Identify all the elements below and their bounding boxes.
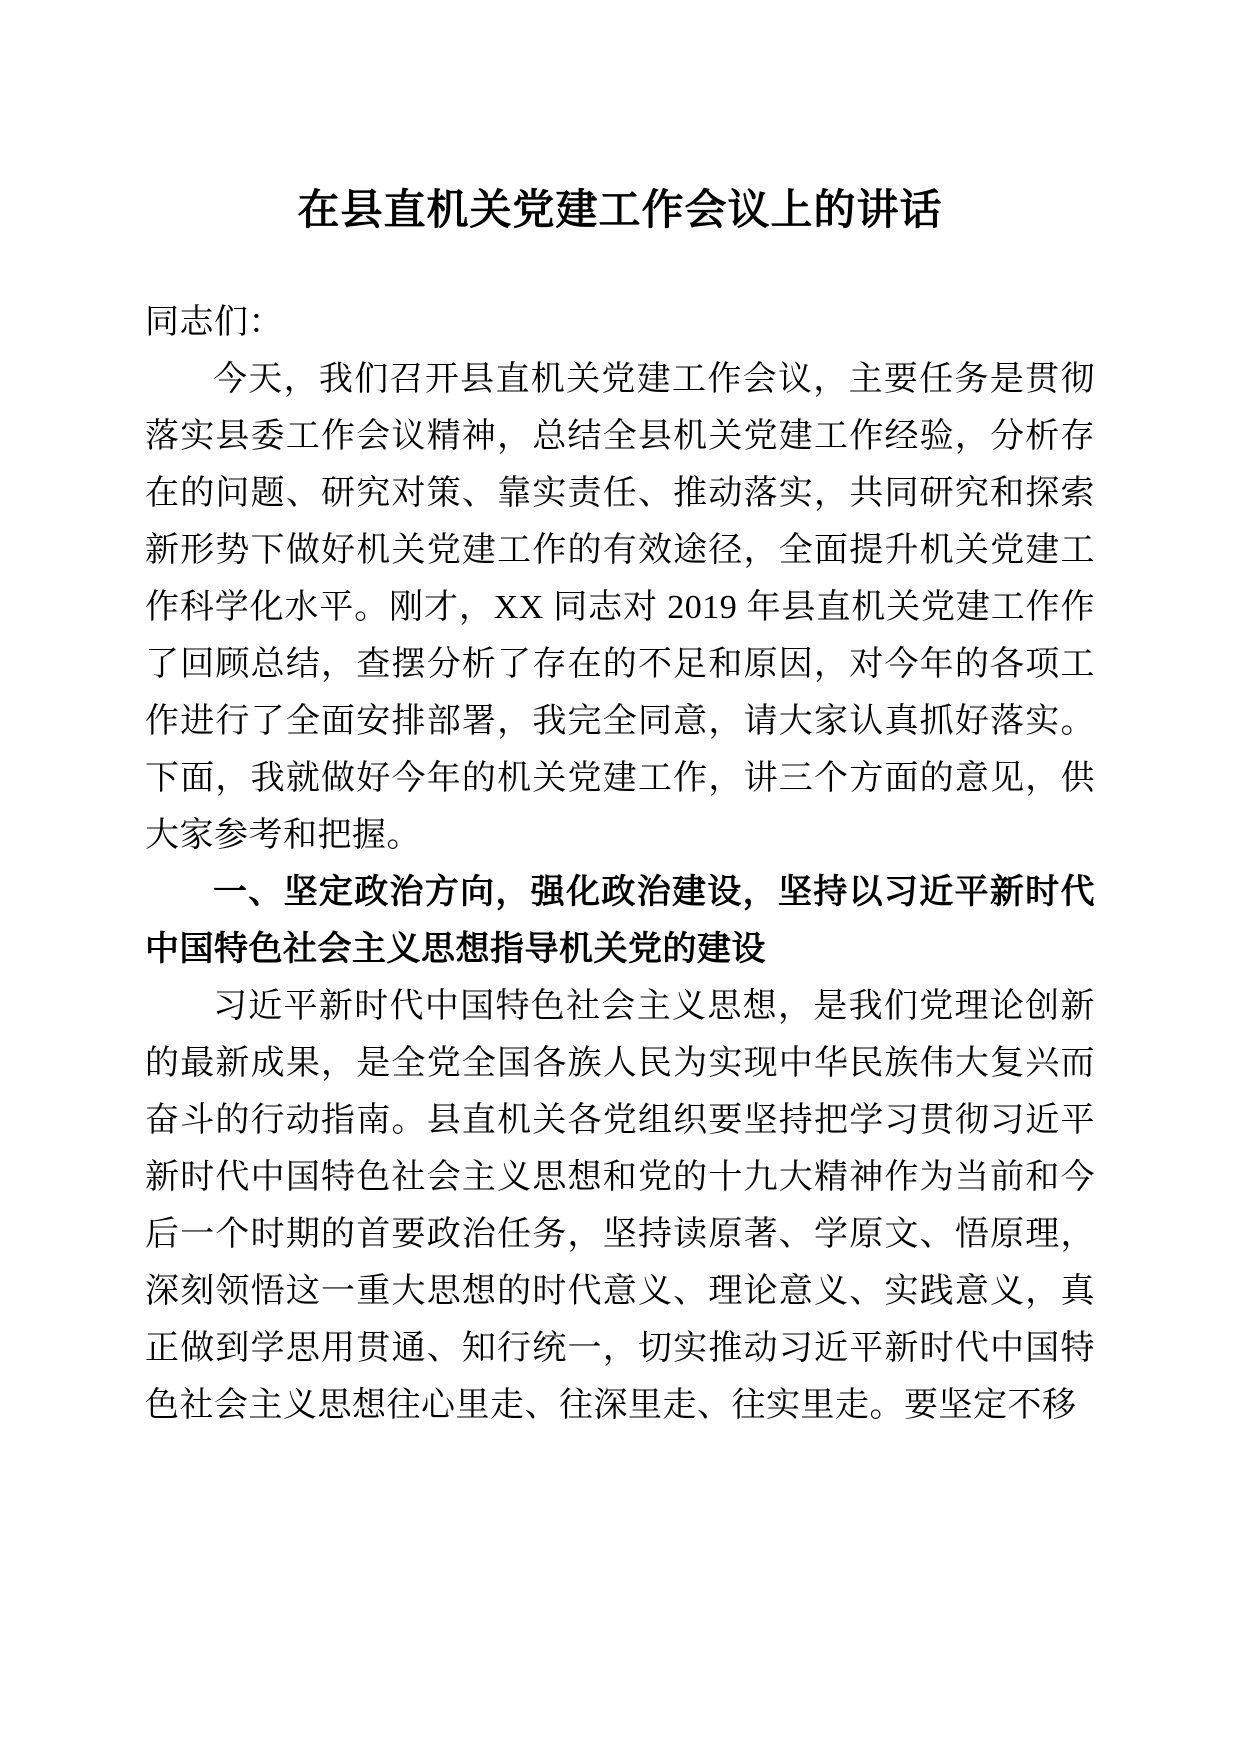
paragraph-2: 今天，我们召开县直机关党建工作会议，主要任务是贯彻落实县委工作会议精神，总结全县机关党建工作经验，分析存在的问题、研究对策、靠实责任、推动落实，共同研究和探索新形势下做好机关党建工作的有效途径，全面提升机关党建工作科学化水平。刚才，XX 同志对 2019 年县直机关党建工作作了回顾总结，查摆分析了存在的不足和原因，对今年的各项工作进行了全面安排部署，我完全同意，请大家认真抓好落实。下面，我就做好今年的机关党建工作，讲三个方面的意见，供大家参考和把握。 xyxy=(145,361,1095,854)
paragraph-3: 一、坚定政治方向，强化政治建设，坚持以习近平新时代中国特色社会主义思想指导机关党的建设 xyxy=(145,874,1095,968)
paragraph-4: 习近平新时代中国特色社会主义思想，是我们党理论创新的最新成果，是全党全国各族人民为实现中华民族伟大复兴而奋斗的行动指南。县直机关各党组织要坚持把学习贯彻习近平新时代中国特色社会主义思想和党的十九大精神作为当前和今后一个时期的首要政治任务，坚持读原著、学原文、悟原理，深刻领悟这一重大思想的时代意义、理论意义、实践意义，真正做到学思用贯通、知行统一，切实推动习近平新时代中国特色社会主义思想往心里走、往深里走、往实里走。要坚定不移 xyxy=(145,988,1095,1424)
document-body xyxy=(145,294,1095,1434)
document-title: 在县直机关党建工作会议上的讲话 xyxy=(297,188,943,234)
paragraph-1: 同志们： xyxy=(145,304,283,341)
